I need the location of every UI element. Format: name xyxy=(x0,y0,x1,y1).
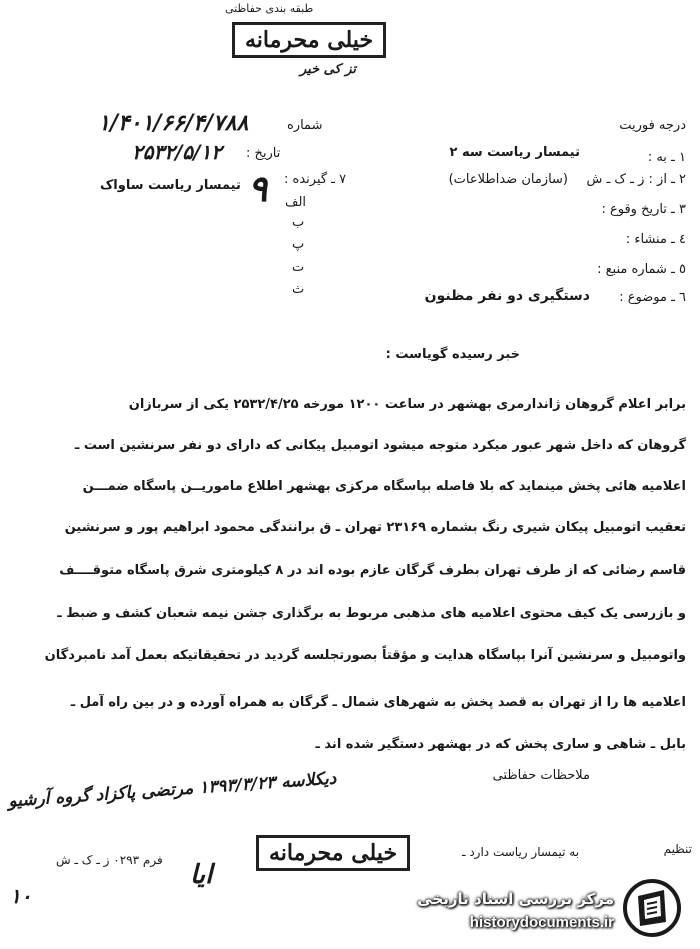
remarks-label: ملاحظات حفاظتی xyxy=(492,768,590,783)
field-date-occurrence-label: ۳ ـ تاریخ وقوع : xyxy=(601,202,686,217)
field-subject-value: دستگیری دو نفر مظنون xyxy=(424,288,590,304)
reference-date: ۲۵۳۲/۵/۱۲ xyxy=(132,140,222,164)
watermark-logo-icon xyxy=(622,878,682,938)
classification-handwritten: تز کی خیر xyxy=(300,62,356,77)
body-greeting: خبر رسیده گویاست : xyxy=(385,347,520,362)
footer-partial-text: به تیمسار ریاست دارد ـ xyxy=(462,845,580,859)
field-from-value: (سازمان ضداطلاعات) xyxy=(448,172,568,187)
recipients-letter: ت xyxy=(292,260,305,275)
body-line: تعقیب اتومبیل پیکان شیری رنگ بشماره ۲۳۱۶۹ تهران ـ ق برانندگی محمود ابراهیم پور و سرنشین xyxy=(64,520,686,535)
watermark-title: مرکز بررسی اسناد تاریخی xyxy=(417,890,614,908)
recipients-letter: پ xyxy=(292,237,305,252)
body-line: برابر اعلام گروهان ژاندارمری بهشهر در ساعت ۱۲۰۰ مورخه ۲۵۳۲/۴/۲۵ یکی از سربازان xyxy=(128,397,686,412)
recipients-alef: الف xyxy=(285,195,307,210)
footer-handwritten: ایا xyxy=(190,860,213,890)
field-subject-label: ٦ ـ موضوع : xyxy=(619,290,686,305)
recipients-handwritten-number: ۹ xyxy=(248,168,268,210)
reference-number-label: شماره xyxy=(287,118,323,133)
field-source-number-label: ٥ ـ شماره منبع : xyxy=(597,262,686,277)
field-from-label: ۲ ـ از : ز ـ ک ـ ش xyxy=(586,172,686,187)
field-to-label: ۱ ـ به : xyxy=(647,150,686,165)
body-line: بابل ـ شاهی و ساری پخش که در بهشهر دستگیر شده اند ـ xyxy=(315,737,686,752)
reference-date-label: تاریخ : xyxy=(246,146,281,161)
classification-top-line: طبقه بندی حفاظتی xyxy=(225,2,314,15)
body-line: واتومبیل و سرنشین آنرا بپاسگاه هدایت و مؤقتاً بصورتجلسه گردید در تحقیقاتیکه بعمل آمد نامبردگان xyxy=(44,648,686,663)
recipients-letter: ث xyxy=(292,282,305,297)
recipients-label: ۷ ـ گیرنده : xyxy=(284,172,347,187)
watermark-url[interactable]: historydocuments.ir xyxy=(469,914,614,931)
reference-number: ۱/۴۰۱/۶۶/۴/۷۸۸ xyxy=(98,110,249,136)
classification-stamp: خیلی محرمانه xyxy=(232,22,386,58)
page-number: ۱۰ xyxy=(10,884,32,908)
recipients-letter: ب xyxy=(292,215,305,230)
body-line: قاسم رضائی که از طرف تهران بطرف گرگان عازم بوده اند در ۸ کیلومتری شرق پاسگاه متوقــــف xyxy=(59,563,686,578)
urgency-label: درجه فوریت xyxy=(619,118,686,133)
body-line: گروهان که داخل شهر عبور میکرد متوجه میشود اتومبیل پیکانی که دارای دو نفر سرنشین است ـ xyxy=(74,438,686,453)
handwritten-declassification-note: دیکلاسه ۱۳۹۳/۳/۲۳ مرتضی پاکزاد گروه آرشیو xyxy=(7,768,337,812)
body-line: و بازرسی یک کیف محتوی اعلامیه های مذهبی مربوط به برگذاری جشن نیمه شعبان کشف و ضبط ـ xyxy=(57,606,686,621)
body-line: اعلامیه هائی پخش مینماید که بلا فاصله بپاسگاه مرکزی بهشهر اطلاع ماموریــن پاسگاه ضمـــن xyxy=(82,479,686,494)
footer-partial-left-text: تنظیم xyxy=(663,842,692,856)
footer-classification-stamp: خیلی محرمانه xyxy=(256,835,410,871)
footer-form-number: فرم ۰۲۹۳ ز ـ ک ـ ش xyxy=(56,853,163,867)
recipients-value: تیمسار ریاست ساواک xyxy=(100,178,241,193)
field-to-value: تیمسار ریاست سه ۲ xyxy=(449,145,580,160)
watermark xyxy=(412,868,700,949)
field-origin-label: ٤ ـ منشاء : xyxy=(625,232,686,247)
body-line: اعلامیه ها را از تهران به قصد پخش به شهرهای شمال ـ گرگان به همراه آورده و در بین راه آمل ـ xyxy=(70,695,686,710)
